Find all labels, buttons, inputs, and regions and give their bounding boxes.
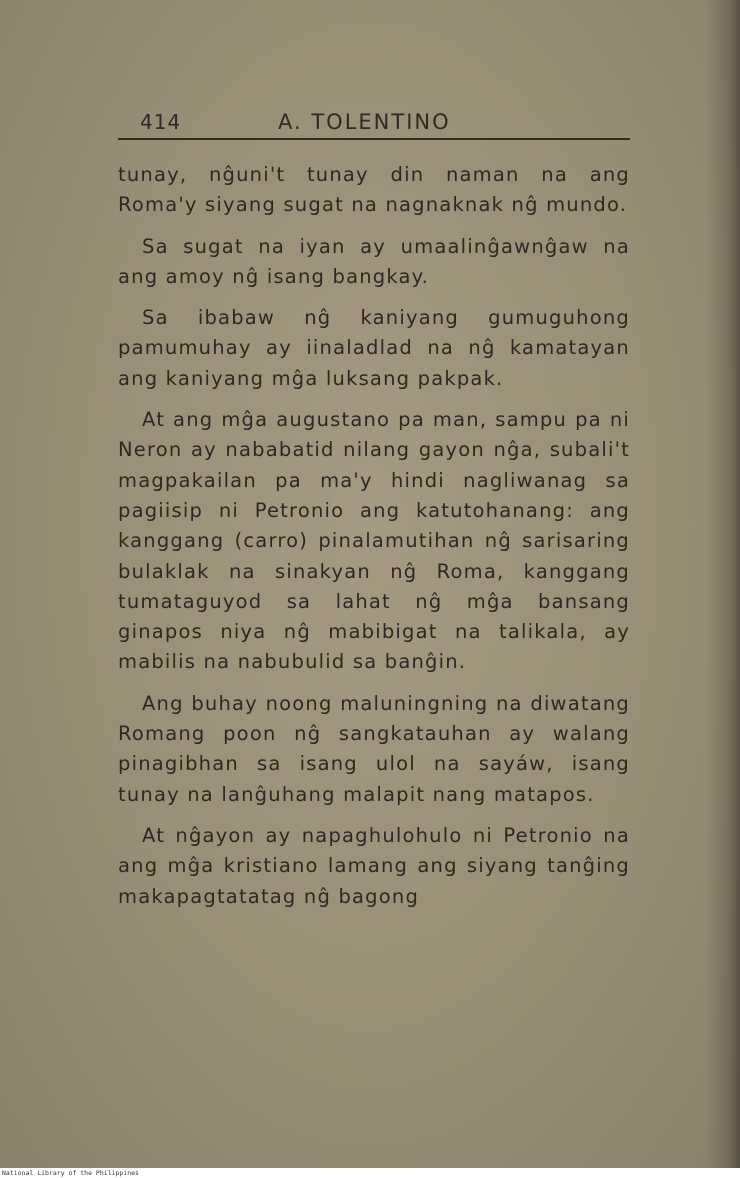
page-spine-shadow xyxy=(706,0,740,1168)
page-header xyxy=(118,110,630,140)
paragraph: tunay, nĝuni't tunay din naman na ang Roma'y siyang sugat na nagnaknak nĝ mundo. xyxy=(118,163,630,217)
body-text xyxy=(118,160,630,923)
running-head: A. TOLENTINO xyxy=(278,110,451,134)
paragraph: At ang mĝa augustano pa man, sampu pa ni Neron ay nababatid nilang gayon nĝa, subali't magpakailan pa ma'y hindi nagliwanag sa pagiisip ni Petronio ang katutohanang: ang kanggang (carro) pinalamutihan nĝ sarisaring bulaklak na sinakyan nĝ Roma, kanggang tumataguyod sa lahat nĝ mĝa bansang ginapos niya nĝ mabibigat na talikala, ay mabilis na nabubulid sa banĝin. xyxy=(118,408,630,674)
paragraph: Ang buhay noong maluningning na diwatang Romang poon nĝ sangkatauhan ay walang pinagibhan sa isang ulol na sayáw, isang tunay na lanĝuhang malapit nang matapos. xyxy=(118,691,630,806)
paragraph: Sa ibabaw nĝ kaniyang gumuguhong pamumuhay ay iinaladlad na nĝ kamatayan ang kaniyang mĝa luksang pakpak. xyxy=(118,306,630,390)
paragraph: At nĝayon ay napaghulohulo ni Petronio na ang mĝa kristiano lamang ang siyang tanĝing makapagtatatag nĝ bagong xyxy=(118,823,630,908)
header-rule xyxy=(118,138,630,140)
library-watermark: National Library of the Philippines xyxy=(2,1169,139,1177)
paragraph: Sa sugat na iyan ay umaalinĝawnĝaw na ang amoy nĝ isang bangkay. xyxy=(118,234,630,288)
page-number: 414 xyxy=(140,110,182,134)
